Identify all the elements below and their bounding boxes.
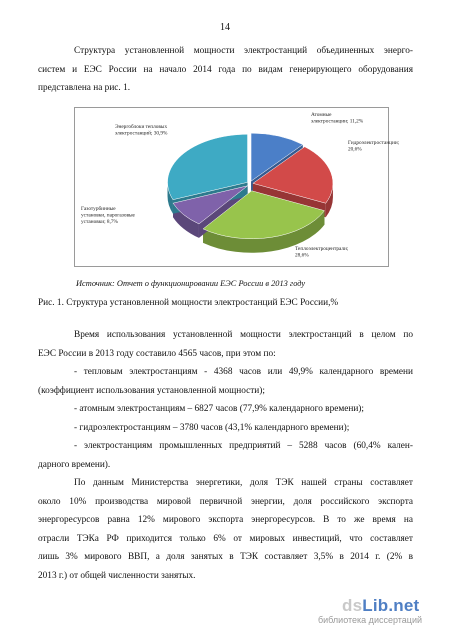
text-line: дарного времени). (38, 459, 111, 470)
slice-label: Атомные электростанции; 11,2% (311, 112, 364, 125)
slice-label: Теплоэлектроцентрали; 28,6% (295, 246, 349, 259)
text-line: отрасли ТЭКа РФ приходится только 6% от мировых инвестиций, что составляет (38, 533, 413, 544)
page-number: 14 (220, 22, 230, 33)
text-line: Время использования установленной мощности электростанций в целом по (74, 330, 413, 340)
slice-label: Гидроэлектростанции; 20,6% (348, 140, 400, 153)
text-line: ЕЭС России в 2013 году составило 4565 часов, при этом по: (38, 348, 276, 359)
source-note: Источник: Отчет о функционировании ЕЭС России в 2013 году (76, 279, 306, 288)
watermark-logo: dsLib.net (342, 596, 420, 615)
text-line: (коэффициент использования установленной мощности); (38, 385, 265, 396)
text-line: 2013 г.) от общей численности занятых. (38, 570, 196, 581)
body-text (38, 326, 413, 585)
text-line: Структура установленной мощности электростанций объединенных энерго- (74, 46, 413, 56)
text-line: систем и ЕЭС России на начало 2014 года по видам генерирующего оборудования (38, 64, 413, 75)
figure-caption: Рис. 1. Структура установленной мощности электростанций ЕЭС России,% (38, 298, 339, 308)
slice-label: Энергоблоки тепловых электростанций; 30,9% (115, 124, 168, 137)
slice-label: Газотурбинные установки, парогазовые установки; 8,7% (81, 206, 135, 226)
text-line: - электростанциям промышленных предприятий – 5288 часов (60,4% кален- (74, 441, 413, 451)
pie-chart (74, 107, 400, 267)
pie-chart-svg (75, 108, 400, 266)
text-line: - атомным электростанциям – 6827 часов (77,9% календарного времени); (74, 404, 364, 414)
text-line: - гидроэлектростанциям – 3780 часов (43,1% календарного времени); (74, 422, 350, 433)
text-line: - тепловым электростанциям - 4368 часов или 49,9% календарного времени (74, 367, 413, 377)
text-line: представлена на рис. 1. (38, 83, 131, 93)
intro-paragraph (38, 42, 413, 98)
watermark-tagline: библиотека диссертаций (318, 615, 423, 625)
text-line: энергоресурсов равна 12% мирового экспорта энергоресурсов. В то же время на (38, 515, 413, 525)
text-line: По данным Министерства энергетики, доля ТЭК нашей страны составляет (74, 478, 413, 488)
text-line: около 10% производства мировой первичной энергии, доля российского экспорта (38, 496, 413, 507)
text-line: лишь 3% мирового ВВП, а доля занятых в ТЭК составляет 3,5% в 2014 г. (2% в (38, 552, 413, 562)
